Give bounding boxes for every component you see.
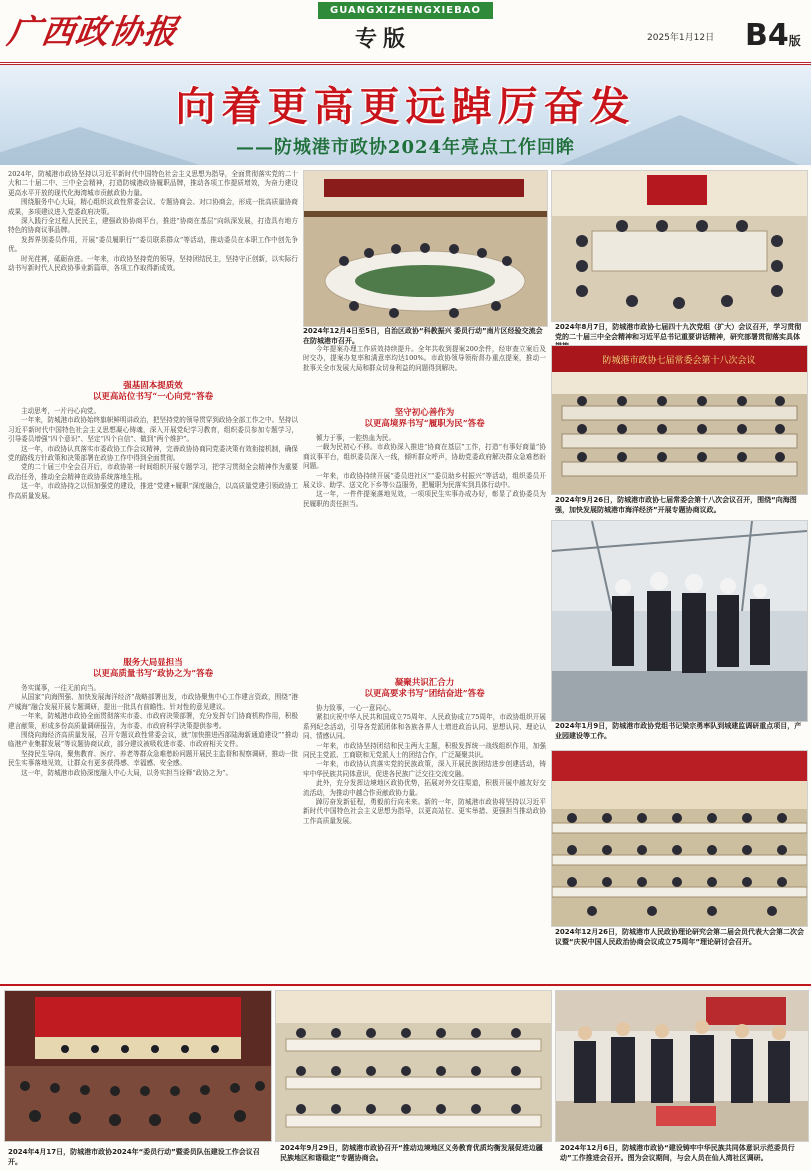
photo-party-meeting (551, 170, 808, 322)
headline-title: 向着更高更远踔厉奋发 (175, 84, 636, 130)
section-3-heading (303, 408, 546, 430)
section-paragraph: 这一年，防城港市政协深度融入中心大局，以务实担当诠释“政协之为”。 (21, 768, 233, 777)
committee-work-meeting-image (5, 991, 271, 1141)
photo-1-caption: 2024年12月4日至5日，自治区政协“科教振兴 委员行动”南片区经验交流会在防城港市召开。 (303, 327, 543, 345)
newspaper-logo: 广西政协报 (4, 12, 181, 51)
community-visit-image (556, 991, 808, 1141)
photo-community-visit (555, 990, 809, 1142)
site-inspection-image (552, 521, 807, 721)
education-consultation-image (276, 991, 551, 1141)
page-label: 版 (788, 34, 801, 48)
standing-committee-image (552, 346, 807, 494)
section-paragraph: 主动思考，一片丹心向党。 (21, 407, 101, 415)
headline-banner (0, 65, 811, 165)
section-3-body (303, 434, 546, 672)
photo-4-caption: 2024年1月9日，防城港市政协党组书记梁宗勇率队到城建监调研重点项目，产业园建设等工作。 (555, 722, 802, 740)
section-paragraph: 围绕向海经济高质量发展，召开专题议政性常委会议，就“加快推进西部陆海新通道建设”“推动临港产业集群发展”等议题协商议政，部分建议被吸收进市委、市政府相关文件。 (8, 731, 298, 749)
middle-lead-text (303, 345, 546, 405)
photo-site-inspection (551, 520, 808, 722)
section-paragraph: 倾力于事，一腔热血为民。 (316, 434, 396, 442)
section-paragraph: 踔厉奋发新征程，勇毅前行向未来。新的一年，防城港市政协将坚持以习近平新时代中国特色社会主义思想为指导，以更高站位、更实举措、更强担当推动政协工作高质量发展。 (303, 798, 546, 825)
photo-5-caption: 2024年12月26日，防城港市人民政协理论研究会第二届会员代表大会第二次会议暨“庆祝中国人民政治协商会议成立75周年”理论研讨会召开。 (555, 928, 804, 946)
section-3-heading-line-1: 坚守初心善作为 (394, 408, 455, 418)
masthead (0, 0, 811, 65)
section-paragraph: 协力致事，一心一意同心。 (316, 704, 396, 712)
intro-paragraph: 2024年，防城港市政协坚持以习近平新时代中国特色社会主义思想为指导，全面贯彻落实党的二十大和二十届二中、三中全会精神，打造防城港政协履职品牌，推动各项工作提质增效，为奋力建设更高水平开放的现代化海湾城市贡献政协力量。 (8, 170, 298, 197)
photo-education-consultation (275, 990, 552, 1142)
photo-7-caption: 2024年9月29日，防城港市政协召开“推动边境地区义务教育优质均衡发展促进边疆民族地区和谐稳定”专题协商会。 (280, 1144, 543, 1162)
photo-standing-committee (551, 345, 808, 495)
section-3-heading-line-2: 以更高境界书写“履职为民”答卷 (364, 419, 485, 429)
section-label: 专版 (355, 26, 412, 52)
photo-committee-work-meeting (4, 990, 272, 1142)
headline-subtitle: ——防城港市政协2024年亮点工作回眸 (235, 137, 576, 158)
page-number (745, 18, 801, 53)
section-paragraph: 这一年，市政协持之以恒加强党的建设，推进“党建+履职”深度融合，以高质量党建引领政协工作高质量发展。 (8, 482, 298, 500)
section-1-heading-line-2: 以更高站位书写“一心向党”答卷 (92, 392, 214, 402)
intro-paragraph: 围绕服务中心大局，精心组织议政性常委会议、专题协商会、对口协商会，形成一批高质量协商成果，多项建议进入党委政府决策。 (8, 198, 298, 216)
photo-6-caption: 2024年4月17日，防城港市政协2024年“委员行动”暨委员队伍建设工作会议召开。 (8, 1148, 260, 1166)
theory-seminar-image (552, 751, 807, 926)
section-paragraph: 这一年，市政协认真落实市委政协工作会议精神，完善政协协商同党委决策有效衔接机制，确保党的路线方针政策和决策部署在政协工作中得到全面贯彻。 (8, 444, 298, 463)
meeting-hall-image (304, 171, 547, 326)
section-paragraph: 今年提案办理工作质效持续提升。全年共收到提案200余件，经审查立案后及时交办，提案办复率和满意率均达100%。市政协领导领衔督办重点提案，推动一批事关全市发展大局和群众切身利益的问题得到解决。 (303, 345, 546, 372)
section-4-heading (303, 678, 546, 700)
section-2-heading (8, 658, 298, 680)
section-2-body (8, 684, 298, 982)
section-1-heading-line-1: 强基固本提质效 (123, 381, 183, 391)
section-2-heading-line-2: 以更高质量书写“政协之为”答卷 (92, 669, 214, 679)
photo-theory-seminar (551, 750, 808, 927)
section-paragraph: 坚持民生导向，聚焦教育、医疗、养老等群众急难愁盼问题开展民主监督和视察调研，推动一批民生实事落地见效，让群众有更多获得感、幸福感、安全感。 (8, 749, 298, 768)
newspaper-pinyin: GUANGXIZHENGXIEBAO (318, 2, 493, 19)
intro-text (8, 170, 298, 378)
photo-3-banner-text: 防城港市政协七届常委会第十八次会议 (602, 356, 756, 366)
section-paragraph: 党的二十届三中全会召开后，市政协第一时间组织开展专题学习，把学习贯彻全会精神作为重要政治任务，推动全会精神在政协系统落地生根。 (8, 463, 298, 481)
section-4-heading-line-1: 凝聚共识汇合力 (394, 678, 455, 688)
photo-3-caption: 2024年9月26日，防城港市政协七届常委会第十八次会议召开，围绕“向海图强，加快发展防城港市海洋经济”开展专题协商议政。 (555, 496, 797, 514)
intro-paragraph: 深入践行全过程人民民主，建强政协协商平台，推进“协商在基层”向纵深发展，打造具有地方特色的协商议事品牌。 (8, 217, 298, 235)
section-1-heading (8, 381, 298, 403)
section-paragraph: 务实谋事，一往无前向当。 (21, 684, 101, 692)
issue-date: 2025年1月12日 (647, 33, 715, 43)
section-1-body (8, 407, 298, 655)
section-paragraph: 一年来，防城港市政协全面贯彻落实市委、市政府决策部署，充分发挥专门协商机构作用，积极建言献策，形成多份高质量调研报告，为市委、市政府科学决策提供参考。 (8, 712, 298, 730)
section-paragraph: 从国家“向海图强、加快发展海洋经济”战略部署出发，市政协聚焦中心工作建言资政，围绕“港产城海”融合发展开展专题调研，提出一批具有前瞻性、针对性的意见建议。 (8, 693, 298, 711)
party-meeting-image (552, 171, 807, 321)
section-paragraph: 一载为民初心不移。市政协深入推进“协商在基层”工作，打造“有事好商量”协商议事平台，组织委员深入一线，倾听群众呼声，协助党委政府解决群众急难愁盼问题。 (303, 443, 546, 471)
section-paragraph: 一年来，防城港市政协始终旗帜鲜明讲政治，把坚持党的领导贯穿到政协全部工作之中。坚持以习近平新时代中国特色社会主义思想凝心铸魂，深入开展党纪学习教育，组织委员参加专题学习，引导委员增强“四个意识”、坚定“四个自信”、做到“两个维护”。 (8, 416, 298, 444)
photo-8-caption: 2024年12月6日，防城港市政协“建设铸牢中华民族共同体意识示范委员行动”工作推进会召开。图为会议期间，与会人员在仙人湾社区调研。 (560, 1144, 795, 1162)
intro-paragraph: 时光荏苒，砥砺奋进。一年来，市政协坚持党的领导，坚持团结民主，坚持守正创新，以实际行动书写新时代人民政协事业新篇章，各项工作取得新成效。 (8, 254, 298, 273)
section-paragraph: 一年来，市政协坚持团结和民主两大主题，积极发挥统一战线组织作用，加强同民主党派、工商联和无党派人士的团结合作，广泛凝聚共识。 (303, 741, 546, 760)
section-paragraph: 一年来，市政协持续开展“委员进社区”“委员助乡村振兴”等活动，组织委员开展义诊、助学、送文化下乡等公益服务，把履职为民落实到具体行动中。 (303, 471, 546, 490)
section-paragraph: 此外，充分发挥边境地区政协优势，拓展对外交往渠道，积极开展中越友好交流活动，为推动中越合作贡献政协力量。 (303, 779, 546, 797)
photo-2-caption: 2024年8月7日，防城港市政协七届四十九次党组（扩大）会议召开，学习贯彻党的二十届三中全会精神和习近平总书记重要讲话精神，研究部署贯彻落实具体 (555, 323, 802, 341)
section-paragraph: 一年来，市政协认真落实党的民族政策，深入开展民族团结进步创建活动，铸牢中华民族共同体意识，促进各民族广泛交往交流交融。 (303, 760, 546, 778)
intro-paragraph: 发挥界别委员作用，开展“委员履职行”“委员联系群众”等活动，推动委员在本职工作中创先争优。 (8, 235, 298, 254)
section-4-heading-line-2: 以更高要求书写“团结奋进”答卷 (364, 689, 485, 699)
section-paragraph: 紧扣庆祝中华人民共和国成立75周年、人民政协成立75周年，市政协组织开展系列纪念活动，引导各党派团体和各族各界人士增进政治认同、思想认同、理论认同、情感认同。 (303, 713, 546, 741)
section-2-heading-line-1: 服务大局显担当 (123, 658, 183, 668)
section-paragraph: 这一年，一件件提案落地见效，一项项民生实事办成办好，彰显了政协委员为民履职的责任担当。 (303, 490, 546, 508)
bottom-divider (0, 984, 811, 986)
page-letter: B4 (745, 18, 789, 53)
photo-meeting-hall (303, 170, 548, 327)
section-4-body (303, 704, 546, 982)
